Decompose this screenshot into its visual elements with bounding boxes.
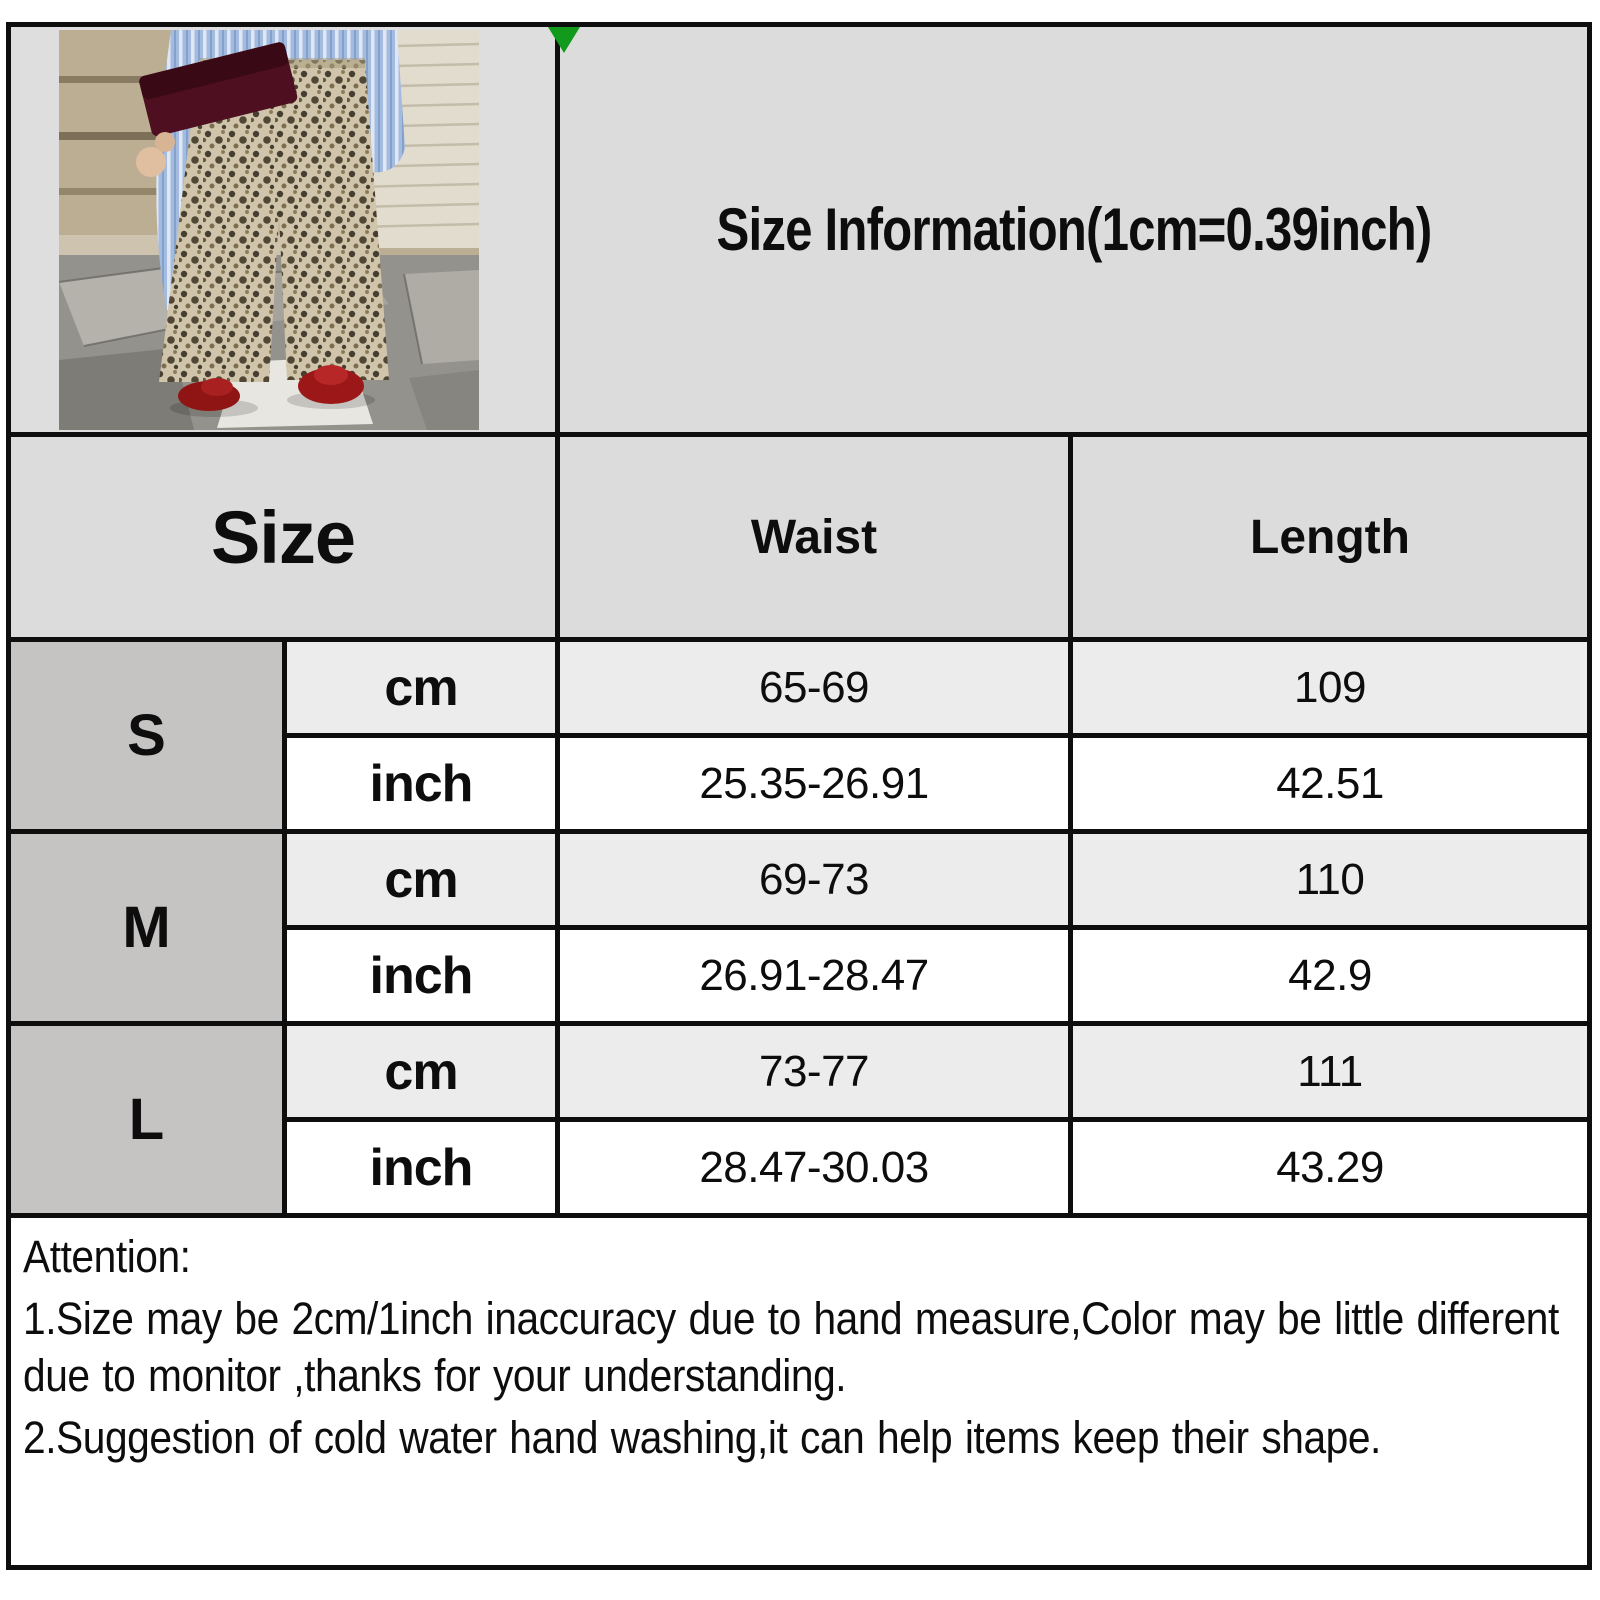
- unit-cell-inch: inch: [287, 930, 555, 1021]
- size-label-l: L: [11, 1026, 282, 1213]
- attention-note-2: 2.Suggestion of cold water hand washing,it can help items keep their shape.: [23, 1411, 1381, 1463]
- page-title: Size Information(1cm=0.39inch): [716, 196, 1431, 263]
- attention-section: [11, 1218, 1587, 1565]
- column-header-waist: Waist: [560, 437, 1068, 637]
- title-cell: [560, 27, 1587, 432]
- product-photo-image: [59, 30, 479, 430]
- waist-value-s-inch: 25.35-26.91: [560, 738, 1068, 829]
- product-photo-cell: [11, 27, 555, 432]
- waist-value-l-cm: 73-77: [560, 1026, 1068, 1117]
- waist-value-m-cm: 69-73: [560, 834, 1068, 925]
- attention-note-1: 1.Size may be 2cm/1inch inaccuracy due to hand measure,Color may be little different due to monitor ,thanks for your understanding.: [23, 1292, 1559, 1402]
- green-corner-marker-icon: [548, 27, 580, 53]
- length-value-m-inch: 42.9: [1073, 930, 1587, 1021]
- size-label-s: S: [11, 642, 282, 829]
- unit-cell-cm: cm: [287, 642, 555, 733]
- unit-cell-inch: inch: [287, 738, 555, 829]
- length-value-m-cm: 110: [1073, 834, 1587, 925]
- waist-value-s-cm: 65-69: [560, 642, 1068, 733]
- waist-value-m-inch: 26.91-28.47: [560, 930, 1068, 1021]
- unit-cell-inch: inch: [287, 1122, 555, 1213]
- waist-value-l-inch: 28.47-30.03: [560, 1122, 1068, 1213]
- size-chart-sheet: [6, 22, 1592, 1570]
- length-value-s-inch: 42.51: [1073, 738, 1587, 829]
- column-header-size: Size: [11, 437, 555, 637]
- column-header-length: Length: [1073, 437, 1587, 637]
- length-value-l-cm: 111: [1073, 1026, 1587, 1117]
- attention-heading: Attention:: [23, 1231, 191, 1282]
- size-label-m: M: [11, 834, 282, 1021]
- attention-text-block: [23, 1228, 1562, 1466]
- length-value-l-inch: 43.29: [1073, 1122, 1587, 1213]
- length-value-s-cm: 109: [1073, 642, 1587, 733]
- unit-cell-cm: cm: [287, 834, 555, 925]
- unit-cell-cm: cm: [287, 1026, 555, 1117]
